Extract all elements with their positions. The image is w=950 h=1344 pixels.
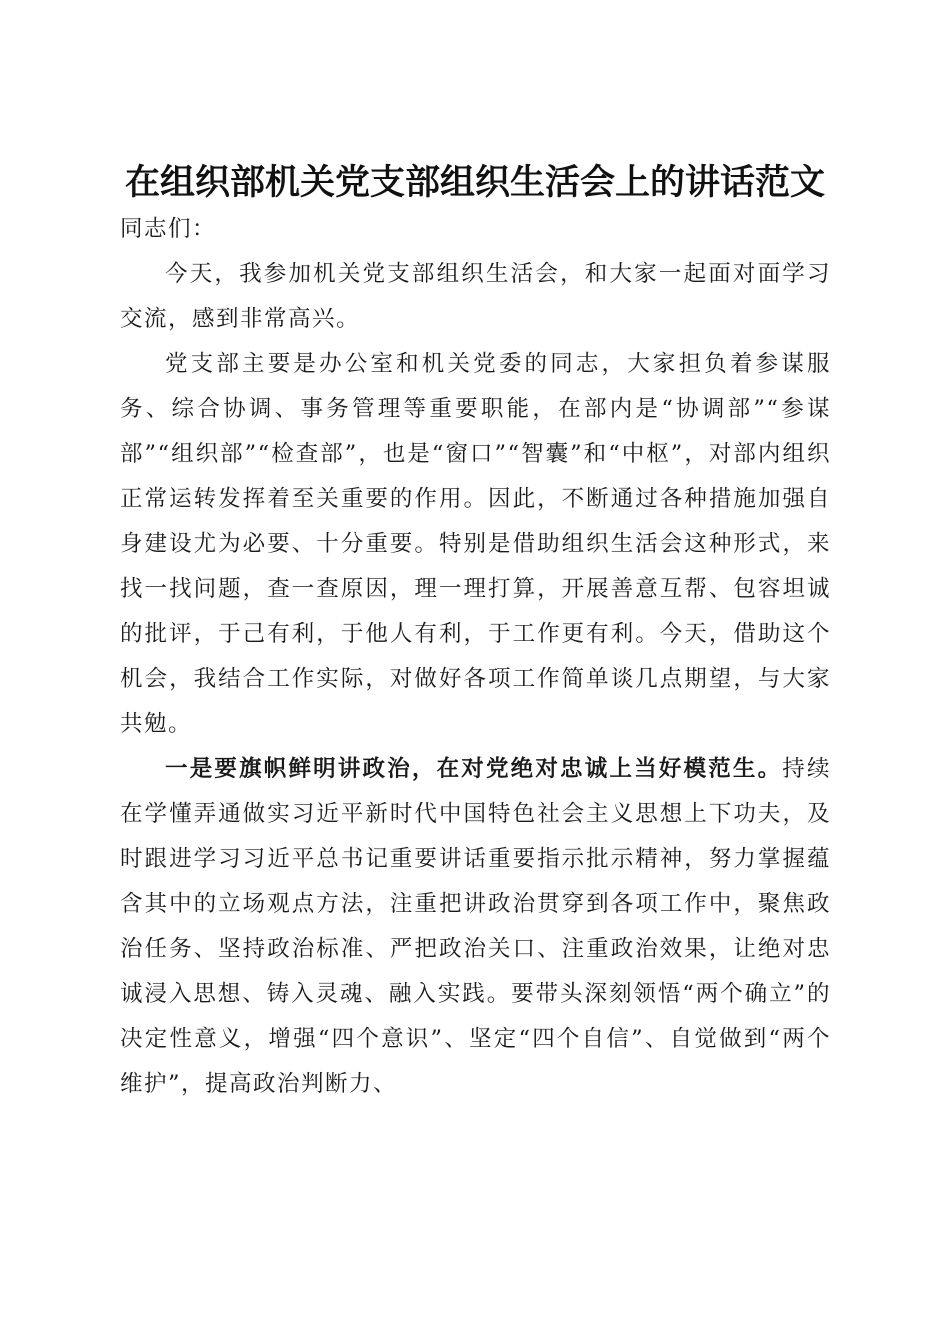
paragraph-2-text: 党支部主要是办公室和机关党委的同志，大家担负着参谋服务、综合协调、事务管理等重要职能，在部内是“协调部”“参谋部”“组织部”“检查部”，也是“窗口”“智囊”和“中枢”，对部内组织正常运转发挥着至关重要的作用。因此，不断通过各种措施加强自身建设尤为必要、十分重要。特别是借助组织生活会这种形式，来找一找问题，查一查原因，理一理打算，开展善意互帮、包容坦诚的批评，于己有利，于他人有利，于工作更有利。今天，借助这个机会，我结合工作实际，对做好各项工作简单谈几点期望，与大家共勉。	[120, 351, 831, 737]
paragraph-1	[120, 252, 831, 342]
paragraph-3-lead: 一是要旗帜鲜明讲政治，在对党绝对忠诚上当好模范生。	[165, 756, 783, 782]
document-body	[120, 207, 831, 1107]
paragraph-3	[120, 747, 831, 1107]
salutation: 同志们：	[120, 216, 217, 242]
document-title: 在组织部机关党支部组织生活会上的讲话范文	[124, 162, 825, 204]
paragraph-3-text: 持续在学懂弄通做实习近平新时代中国特色社会主义思想上下功夫，及时跟进学习习近平总书记重要讲话重要指示批示精神，努力掌握蕴含其中的立场观点方法，注重把讲政治贯穿到各项工作中，聚焦政治任务、坚持政治标准、严把政治关口、注重政治效果，让绝对忠诚浸入思想、铸入灵魂、融入实践。要带头深刻领悟“两个确立”的决定性意义，增强“四个意识”、坚定“四个自信”、自觉做到“两个维护”，提高政治判断力、	[120, 756, 831, 1097]
paragraph-1-text: 今天，我参加机关党支部组织生活会，和大家一起面对面学习交流，感到非常高兴。	[120, 261, 831, 332]
paragraph-2	[120, 342, 831, 747]
